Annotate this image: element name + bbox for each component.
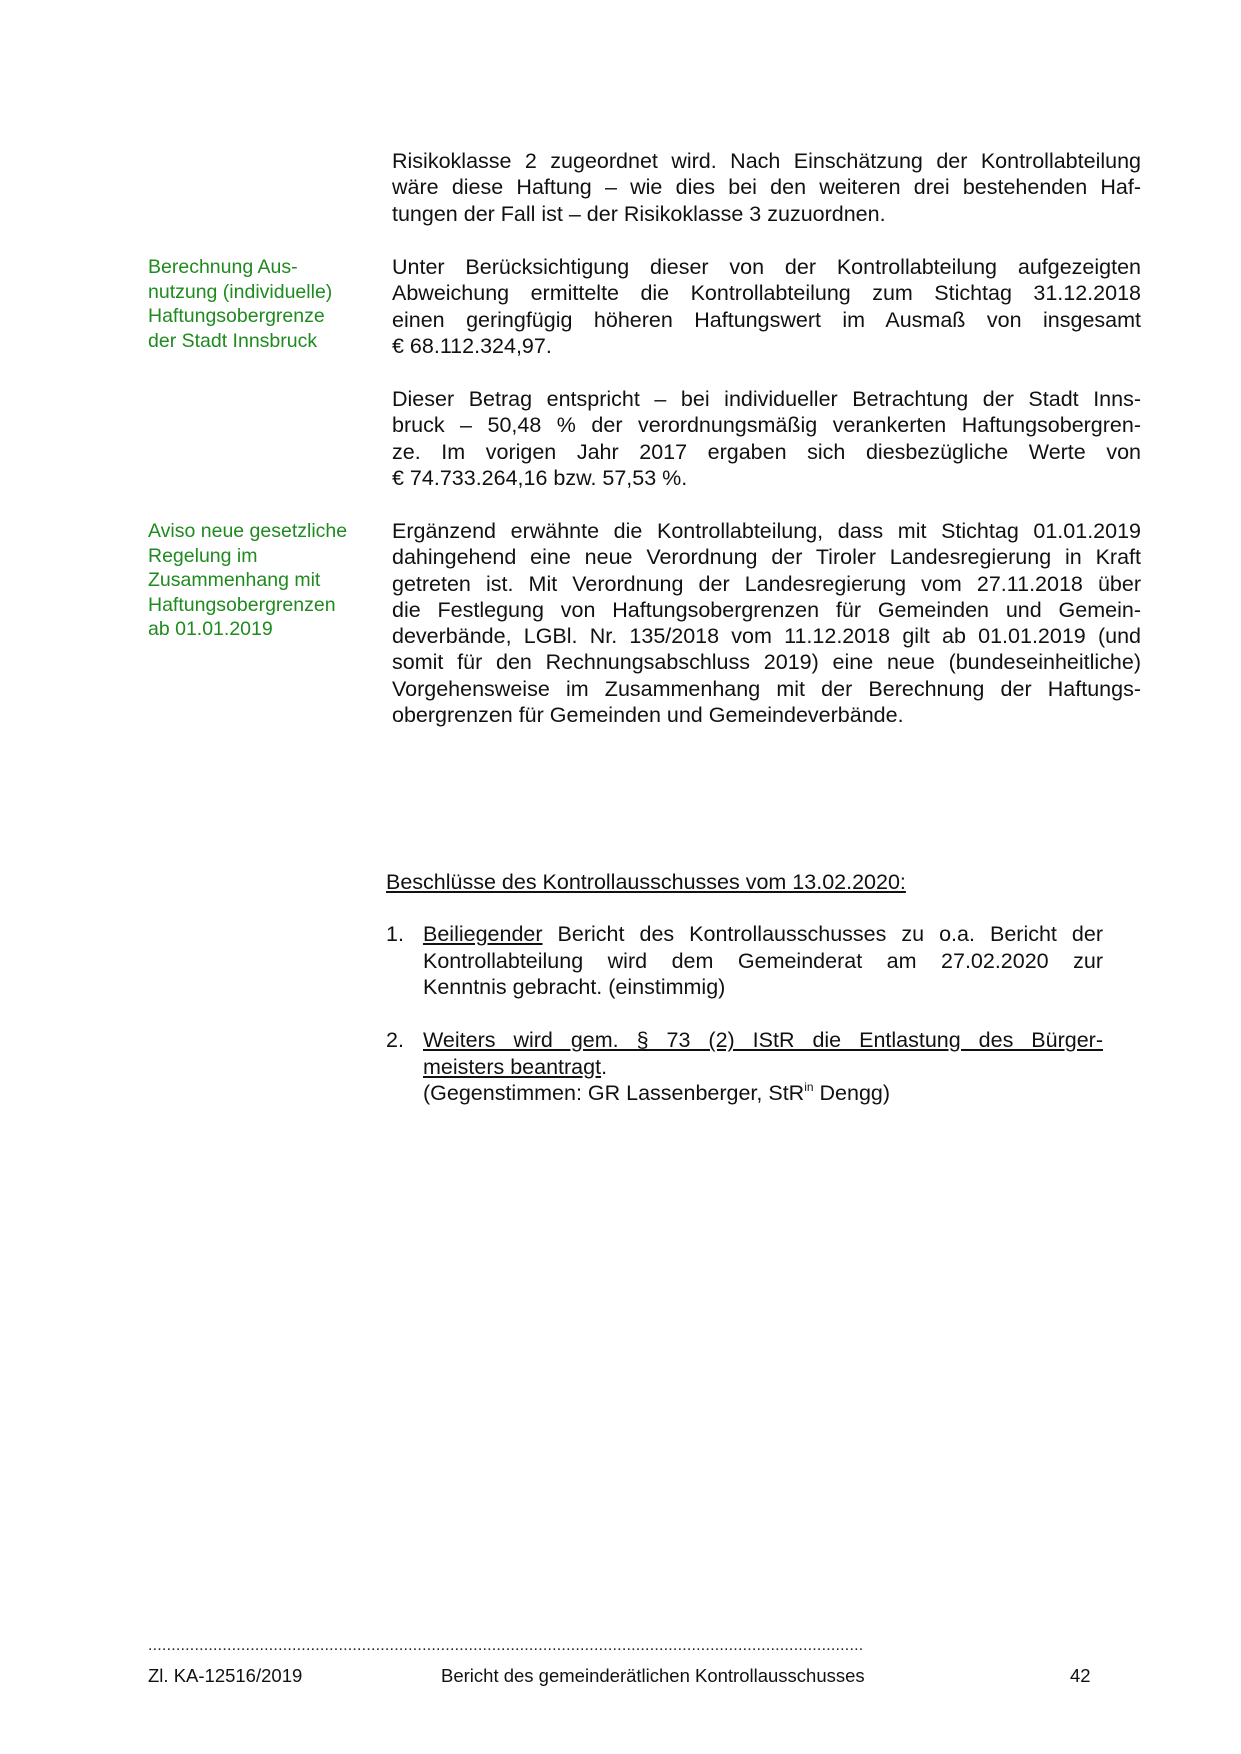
margin-note-line: nutzung (individuelle) — [148, 280, 333, 303]
text-line: Unter Berücksichtigung dieser von der Kontrollabteilung aufgezeigten — [392, 255, 1141, 279]
text-line: bruck – 50,48 % der verordnungsmäßig verankerten Haftungsobergren- — [392, 413, 1141, 438]
resolutions-heading: Beschlüsse des Kontrollausschusses vom 13.02.2020: — [386, 870, 906, 894]
text-line: wäre diese Haftung – wie dies bei den weiteren drei bestehenden Haf- — [392, 175, 1141, 200]
margin-note-aviso — [148, 519, 358, 642]
text-line — [423, 921, 1103, 948]
text-fragment: Bericht des Kontrollausschusses zu o.a. Bericht der — [542, 922, 1103, 946]
margin-note-line: Haftungsobergrenzen — [148, 593, 336, 616]
text-fragment: . — [601, 1054, 608, 1079]
underlined-text: Weiters wird gem. § 73 (2) IStR die Entlastung des Bürger- — [423, 1028, 1103, 1052]
margin-note-line: Berechnung Aus- — [148, 256, 298, 278]
paragraph-4 — [392, 518, 1141, 728]
text-line: Kontrollabteilung wird dem Gemeinderat am 27.02.2020 zur — [423, 948, 1103, 973]
text-line: Dieser Betrag entspricht – bei individueller Betrachtung der Stadt Inns- — [392, 387, 1141, 411]
text-line: € 68.112.324,97. — [392, 333, 552, 358]
text-line: die Festlegung von Haftungsobergrenzen für Gemeinden und Gemein- — [392, 597, 1141, 622]
text-line: deverbände, LGBl. Nr. 135/2018 vom 11.12.2018 gilt ab 01.01.2019 (und — [392, 624, 1141, 649]
footer-title: Bericht des gemeinderätlichen Kontrollausschusses — [441, 1665, 865, 1686]
text-line: getreten ist. Mit Verordnung der Landesregierung vom 27.11.2018 über — [392, 571, 1141, 596]
text-fragment: (Gegenstimmen: GR Lassenberger, StR — [423, 1081, 805, 1105]
paragraph-1 — [392, 148, 1141, 227]
footer-reference: Zl. KA-12516/2019 — [148, 1665, 303, 1686]
text-line: somit für den Rechnungsabschluss 2019) eine neue (bundeseinheitliche) — [392, 650, 1141, 675]
paragraph-2 — [392, 254, 1141, 359]
text-line: Vorgehensweise im Zusammenhang mit der Berechnung der Haftungs- — [392, 676, 1141, 701]
margin-note-line: Haftungsobergrenze — [148, 305, 325, 327]
underlined-text: Beiliegender — [423, 922, 543, 946]
text-line — [423, 1054, 1103, 1081]
text-line: Ergänzend erwähnte die Kontrollabteilung, dass mit Stichtag 01.01.2019 — [392, 519, 1141, 543]
text-line: dahingehend eine neue Verordnung der Tiroler Landesregierung in Kraft — [392, 545, 1141, 570]
resolution-text — [423, 1027, 1103, 1107]
footer-dotted-rule: .......................................................................................................................................................... — [148, 1640, 864, 1652]
underlined-text: meisters beantragt — [423, 1054, 602, 1079]
text-line: Abweichung ermittelte die Kontrollabteilung zum Stichtag 31.12.2018 — [392, 281, 1141, 306]
margin-note-line: der Stadt Innsbruck — [148, 329, 318, 352]
text-line: Risikoklasse 2 zugeordnet wird. Nach Einschätzung der Kontrollabteilung — [392, 149, 1141, 173]
resolution-item-1 — [386, 921, 1103, 1001]
margin-note-line: Zusammenhang mit — [148, 569, 321, 591]
text-line: tungen der Fall ist – der Risikoklasse 3 zuzuordnen. — [392, 201, 886, 226]
text-line: Kenntnis gebracht. (einstimmig) — [423, 975, 726, 999]
page-number: 42 — [1070, 1665, 1091, 1686]
text-line: obergrenzen für Gemeinden und Gemeindeverbände. — [392, 703, 904, 728]
margin-note-line: Aviso neue gesetzliche — [148, 520, 348, 542]
text-line: ze. Im vorigen Jahr 2017 ergaben sich diesbezügliche Werte von — [392, 439, 1141, 464]
resolution-item-2 — [386, 1027, 1103, 1107]
paragraph-3 — [392, 386, 1141, 491]
superscript: in — [804, 1080, 814, 1094]
text-fragment: Dengg) — [813, 1081, 891, 1105]
text-line: € 74.733.264,16 bzw. 57,53 %. — [392, 465, 688, 490]
margin-note-calculation — [148, 255, 358, 353]
list-number: 2. — [386, 1028, 404, 1052]
resolution-text — [423, 921, 1103, 1001]
margin-note-line: Regelung im — [148, 544, 258, 567]
margin-note-line: ab 01.01.2019 — [148, 618, 273, 640]
votes-line — [423, 1080, 1103, 1107]
text-line: einen geringfügig höheren Haftungswert im Ausmaß von insgesamt — [392, 307, 1141, 332]
list-number: 1. — [386, 922, 404, 946]
